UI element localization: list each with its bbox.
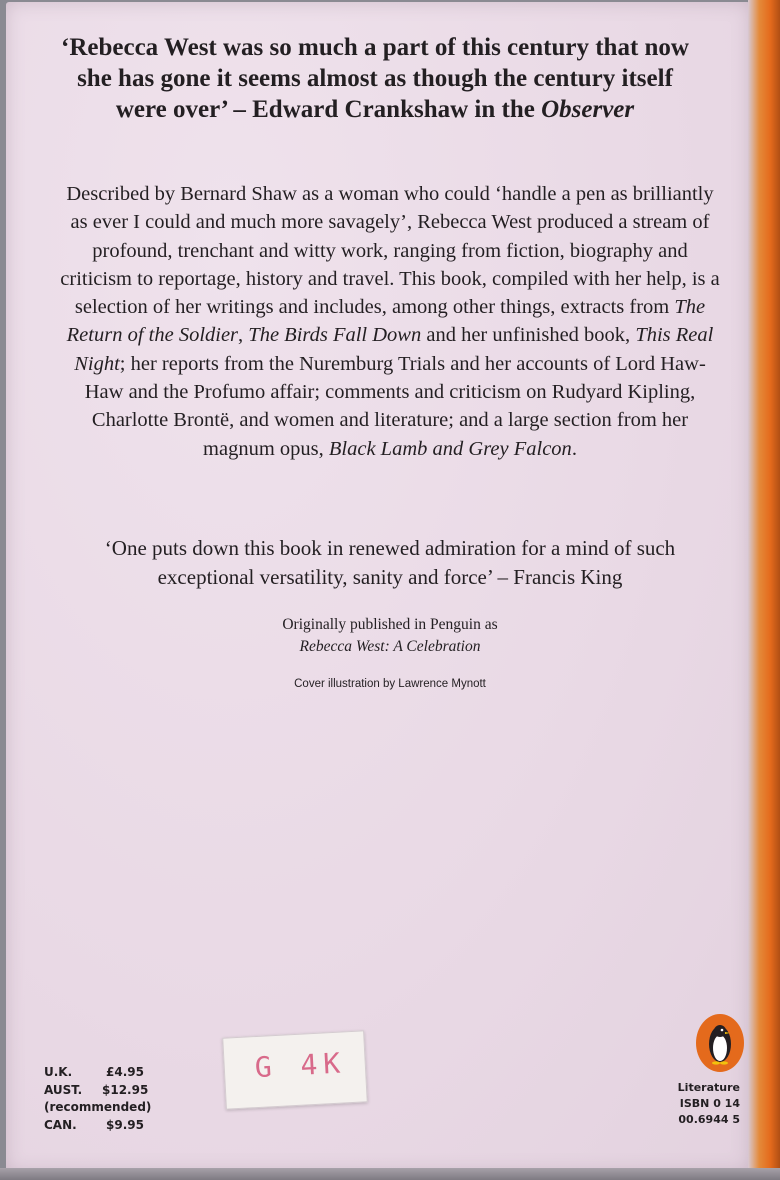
desc-part-5: . bbox=[571, 437, 577, 460]
desc-title-4: Black Lamb and Grey Falcon bbox=[328, 437, 572, 460]
desc-part-3: and her unfinished book, bbox=[421, 324, 636, 347]
desc-title-1: The Return of the Soldier bbox=[66, 296, 706, 347]
price-row bbox=[44, 1082, 151, 1100]
imprint-category: Literature bbox=[677, 1081, 740, 1094]
price-row bbox=[44, 1117, 151, 1135]
price-label: CAN. bbox=[44, 1117, 77, 1132]
bottom-quote: ‘One puts down this book in renewed admiration for a mind of such exceptional versatility, sanity and force’ – Francis King bbox=[104, 536, 676, 589]
price-label: AUST. bbox=[44, 1082, 83, 1097]
price-value: £4.95 bbox=[106, 1065, 144, 1079]
desc-title-2: The Birds Fall Down bbox=[248, 324, 422, 347]
desc-part-1: Described by Bernard Shaw as a woman who could ‘handle a pen as brilliantly as ever I could and much more savagely’, Rebecca West produced a stream of profound, trenchant and witty work, ranging from fiction, biography and criticism to reportage, history and travel. This book, compiled with her help, is a selection of her writings and includes, among other things, extracts from bbox=[60, 183, 720, 319]
price-value: $12.95 bbox=[102, 1082, 149, 1097]
publication-line-1: Originally published in Penguin as bbox=[282, 616, 498, 633]
sticker-text: G 4K bbox=[253, 1046, 347, 1085]
price-value: $9.95 bbox=[106, 1117, 144, 1132]
cover-credit: Cover illustration by Lawrence Mynott bbox=[294, 678, 486, 690]
desc-title-3: This Real Night bbox=[74, 324, 714, 375]
isbn-line-2: 00.6944 5 bbox=[678, 1113, 740, 1126]
imprint bbox=[660, 1080, 740, 1128]
price-row bbox=[44, 1064, 151, 1082]
top-quote-source: Observer bbox=[541, 96, 635, 123]
desc-part-4: ; her reports from the Nuremburg Trials and her accounts of Lord Haw-Haw and the Profumo affair; comments and criticism on Rudyard Kipling, Charlotte Brontë, and women and literature; and a large section from her magnum opus, bbox=[84, 352, 706, 460]
price-row bbox=[44, 1099, 151, 1117]
publication-note bbox=[200, 614, 580, 658]
bottom-shadow bbox=[0, 1168, 780, 1180]
top-quote-text: ‘Rebecca West was so much a part of this century that now she has gone it seems almost as though the century itself were over’ – Edward Crankshaw in the bbox=[61, 34, 689, 123]
penguin-logo-icon bbox=[696, 1014, 744, 1072]
desc-part-2: , bbox=[238, 324, 249, 347]
isbn-line-1: ISBN 0 14 bbox=[679, 1097, 740, 1110]
price-list bbox=[44, 1064, 151, 1134]
publication-line-2: Rebecca West: A Celebration bbox=[299, 638, 481, 655]
price-label: U.K. bbox=[44, 1065, 73, 1079]
description bbox=[60, 180, 720, 463]
top-quote bbox=[60, 32, 690, 125]
penguin-icon bbox=[703, 1020, 737, 1066]
price-sticker bbox=[222, 1030, 368, 1109]
book-spine-edge bbox=[748, 0, 780, 1180]
price-label: (recommended) bbox=[44, 1100, 152, 1114]
